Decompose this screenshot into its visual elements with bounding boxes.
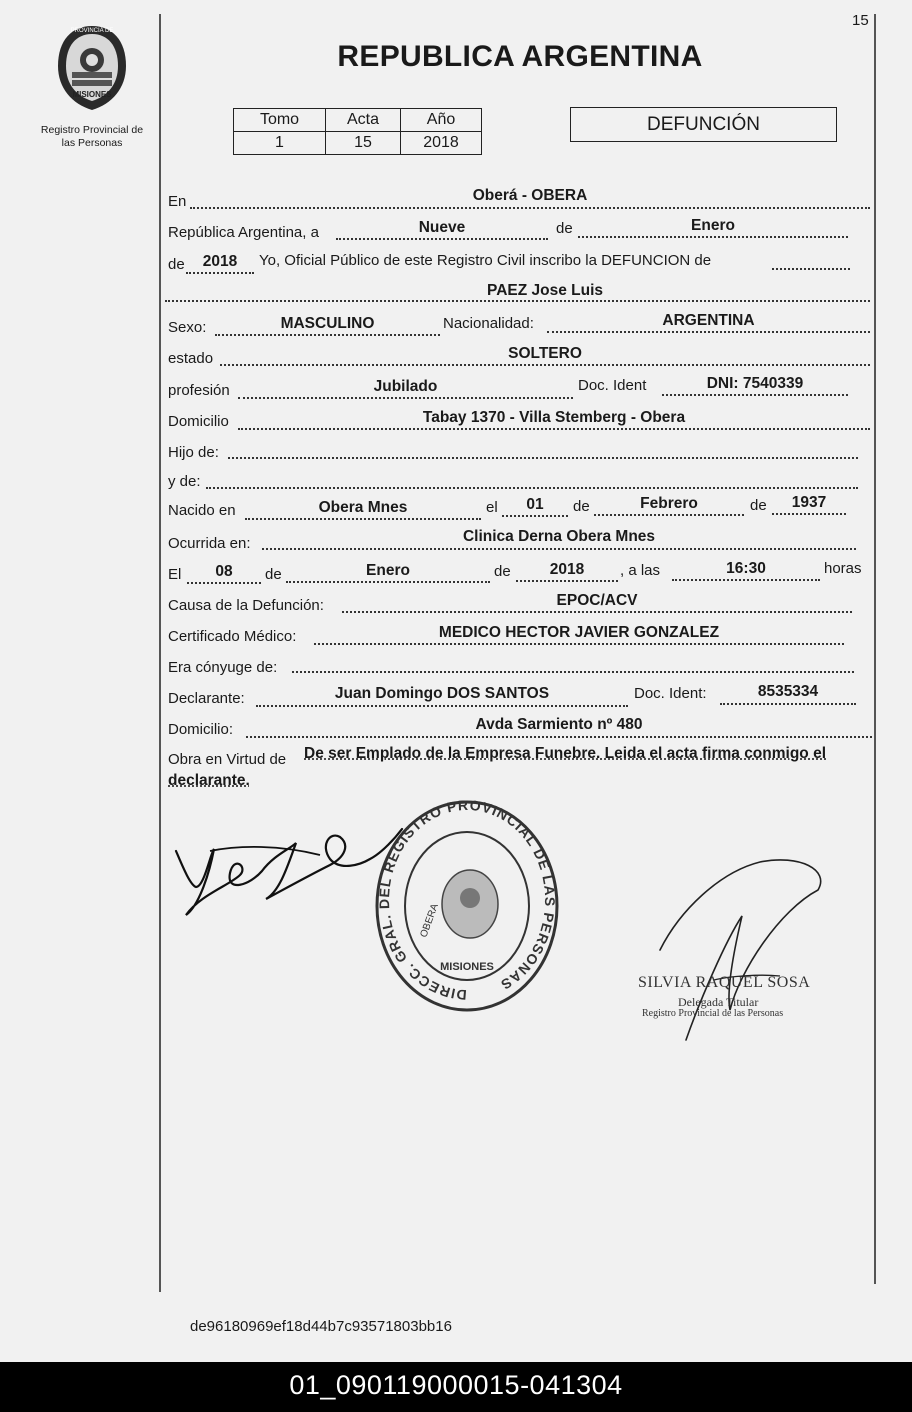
value-birth-year: 1937	[791, 494, 827, 511]
label-horas: horas	[824, 560, 862, 577]
label-conyuge: Era cónyuge de:	[168, 659, 278, 676]
line-declarante-doc	[720, 703, 856, 705]
line-name	[165, 300, 870, 302]
value-month: Enero	[691, 217, 735, 234]
line-domicilio	[238, 428, 870, 430]
registry-name	[22, 124, 162, 150]
label-estado: estado	[168, 350, 214, 367]
label-ocurrida-en: Ocurrida en:	[168, 535, 251, 552]
line-city	[190, 207, 870, 209]
line-nacionalidad	[547, 331, 870, 333]
value-causa: EPOC/ACV	[556, 592, 638, 609]
line-death-month	[286, 581, 490, 583]
document-title: REPUBLICA ARGENTINA	[337, 40, 703, 73]
official-name: SILVIA RAQUEL SOSA	[638, 974, 811, 991]
label-yo-statement: Yo, Oficial Público de este Registro Civil inscribo la DEFUNCION de	[259, 252, 712, 269]
label-causa: Causa de la Defunción:	[168, 597, 324, 614]
value-certificado: MEDICO HECTOR JAVIER GONZALEZ	[438, 624, 720, 641]
line-nacido-en	[245, 518, 481, 520]
value-declarante: Juan Domingo DOS SANTOS	[334, 685, 550, 702]
seal-inner-top: OBERA	[418, 902, 441, 940]
label-hijo-de: Hijo de:	[168, 444, 219, 461]
value-obra-line-2: declarante.	[168, 772, 250, 789]
value-time: 16:30	[726, 560, 766, 577]
label-el-2: El	[168, 566, 182, 583]
line-estado	[220, 364, 870, 366]
seal-ring-text: DIRECC. GRAL. DEL REGISTRO PROVINCIAL DE LAS PERSONAS	[375, 798, 559, 1004]
value-birth-day: 01	[526, 496, 544, 513]
line-domicilio-2	[246, 736, 872, 738]
value-nacido-en: Obera Mnes	[318, 499, 408, 516]
label-domicilio-2: Domicilio:	[168, 721, 234, 738]
value-dni: DNI: 7540339	[706, 375, 804, 392]
label-sexo: Sexo:	[168, 319, 207, 336]
line-dni	[662, 394, 848, 396]
value-death-day: 08	[215, 563, 233, 580]
line-y-de	[206, 487, 858, 489]
value-sexo: MASCULINO	[280, 315, 375, 332]
line-profesion	[238, 397, 573, 399]
left-margin-rule	[159, 14, 161, 1292]
value-nacionalidad: ARGENTINA	[662, 312, 755, 329]
seal-inner-bottom: MISIONES	[440, 961, 494, 973]
value-city: Oberá - OBERA	[472, 187, 588, 204]
line-ocurrida-en	[262, 548, 856, 550]
line-yo-end	[772, 268, 850, 270]
label-profesion: profesión	[168, 382, 230, 399]
label-de-3: de	[573, 498, 590, 515]
line-death-day	[187, 582, 261, 584]
line-time	[672, 579, 820, 581]
tomo-header: Tomo	[234, 109, 326, 132]
official-seal	[374, 798, 560, 1014]
line-certificado	[314, 643, 844, 645]
label-republica: República Argentina, a	[168, 224, 319, 241]
label-nacionalidad: Nacionalidad:	[443, 315, 534, 332]
value-birth-month: Febrero	[640, 495, 698, 512]
label-domicilio: Domicilio	[168, 413, 229, 430]
registry-line-1: Registro Provincial de	[40, 124, 144, 136]
value-day-words: Nueve	[418, 219, 466, 236]
right-margin-rule	[874, 14, 876, 1284]
label-doc-ident: Doc. Ident	[578, 377, 647, 394]
line-hijo-de	[228, 457, 858, 459]
value-deceased-name: PAEZ Jose Luis	[487, 282, 603, 299]
coat-of-arms-logo	[50, 22, 134, 114]
label-nacido-en: Nacido en	[168, 502, 236, 519]
label-de-1: de	[556, 220, 573, 237]
line-birth-year	[772, 513, 846, 515]
acta-header: Acta	[326, 109, 401, 132]
record-type-box: DEFUNCIÓN	[570, 107, 837, 142]
value-declarante-doc: 8535334	[757, 683, 819, 700]
value-domicilio: Tabay 1370 - Villa Stemberg - Obera	[422, 409, 686, 426]
line-day	[336, 238, 548, 240]
line-causa	[342, 611, 852, 613]
line-birth-day	[502, 515, 568, 517]
registry-line-2: las Personas	[61, 137, 123, 149]
label-y-de: y de:	[168, 473, 201, 490]
anio-header: Año	[401, 109, 482, 132]
label-de-5: de	[265, 566, 282, 583]
document-hash: de96180969ef18d44b7c93571803bb16	[190, 1318, 452, 1335]
line-death-year	[516, 580, 618, 582]
official-office: Registro Provincial de las Personas	[642, 1008, 784, 1019]
acta-value: 15	[326, 132, 401, 155]
footer-document-id: 01_090119000015-041304	[0, 1362, 912, 1412]
label-el-1: el	[486, 499, 498, 516]
label-obra: Obra en Virtud de	[168, 751, 287, 768]
line-conyuge	[292, 671, 854, 673]
line-year	[186, 272, 254, 274]
value-obra-line-1: De ser Emplado de la Empresa Funebre. Leida el acta firma conmigo el	[304, 745, 827, 762]
logo-bottom-text: MISIONES	[72, 90, 112, 99]
official-role: Delegada Titular	[678, 995, 759, 1009]
line-declarante	[256, 705, 628, 707]
label-de-6: de	[494, 563, 511, 580]
label-declarante: Declarante:	[168, 690, 245, 707]
line-sexo	[215, 334, 440, 336]
page-number: 15	[852, 12, 869, 29]
logo-top-text: PROVINCIA DE	[70, 28, 114, 34]
value-declarante-domicilio: Avda Sarmiento nº 480	[475, 716, 643, 733]
label-en: En	[168, 193, 187, 210]
label-a-las: , a las	[620, 562, 661, 579]
value-year: 2018	[202, 253, 238, 270]
label-certificado: Certificado Médico:	[168, 628, 297, 645]
record-table	[233, 108, 482, 155]
value-profesion: Jubilado	[373, 378, 438, 395]
line-birth-month	[594, 514, 744, 516]
value-estado: SOLTERO	[508, 345, 582, 362]
tomo-value: 1	[234, 132, 326, 155]
line-month	[578, 236, 848, 238]
label-doc-ident-2: Doc. Ident:	[634, 685, 707, 702]
value-death-year: 2018	[549, 561, 585, 578]
label-de-4: de	[750, 497, 767, 514]
value-ocurrida-en: Clinica Derna Obera Mnes	[462, 528, 656, 545]
value-death-month: Enero	[366, 562, 410, 579]
anio-value: 2018	[401, 132, 482, 155]
label-de-2: de	[168, 256, 185, 273]
